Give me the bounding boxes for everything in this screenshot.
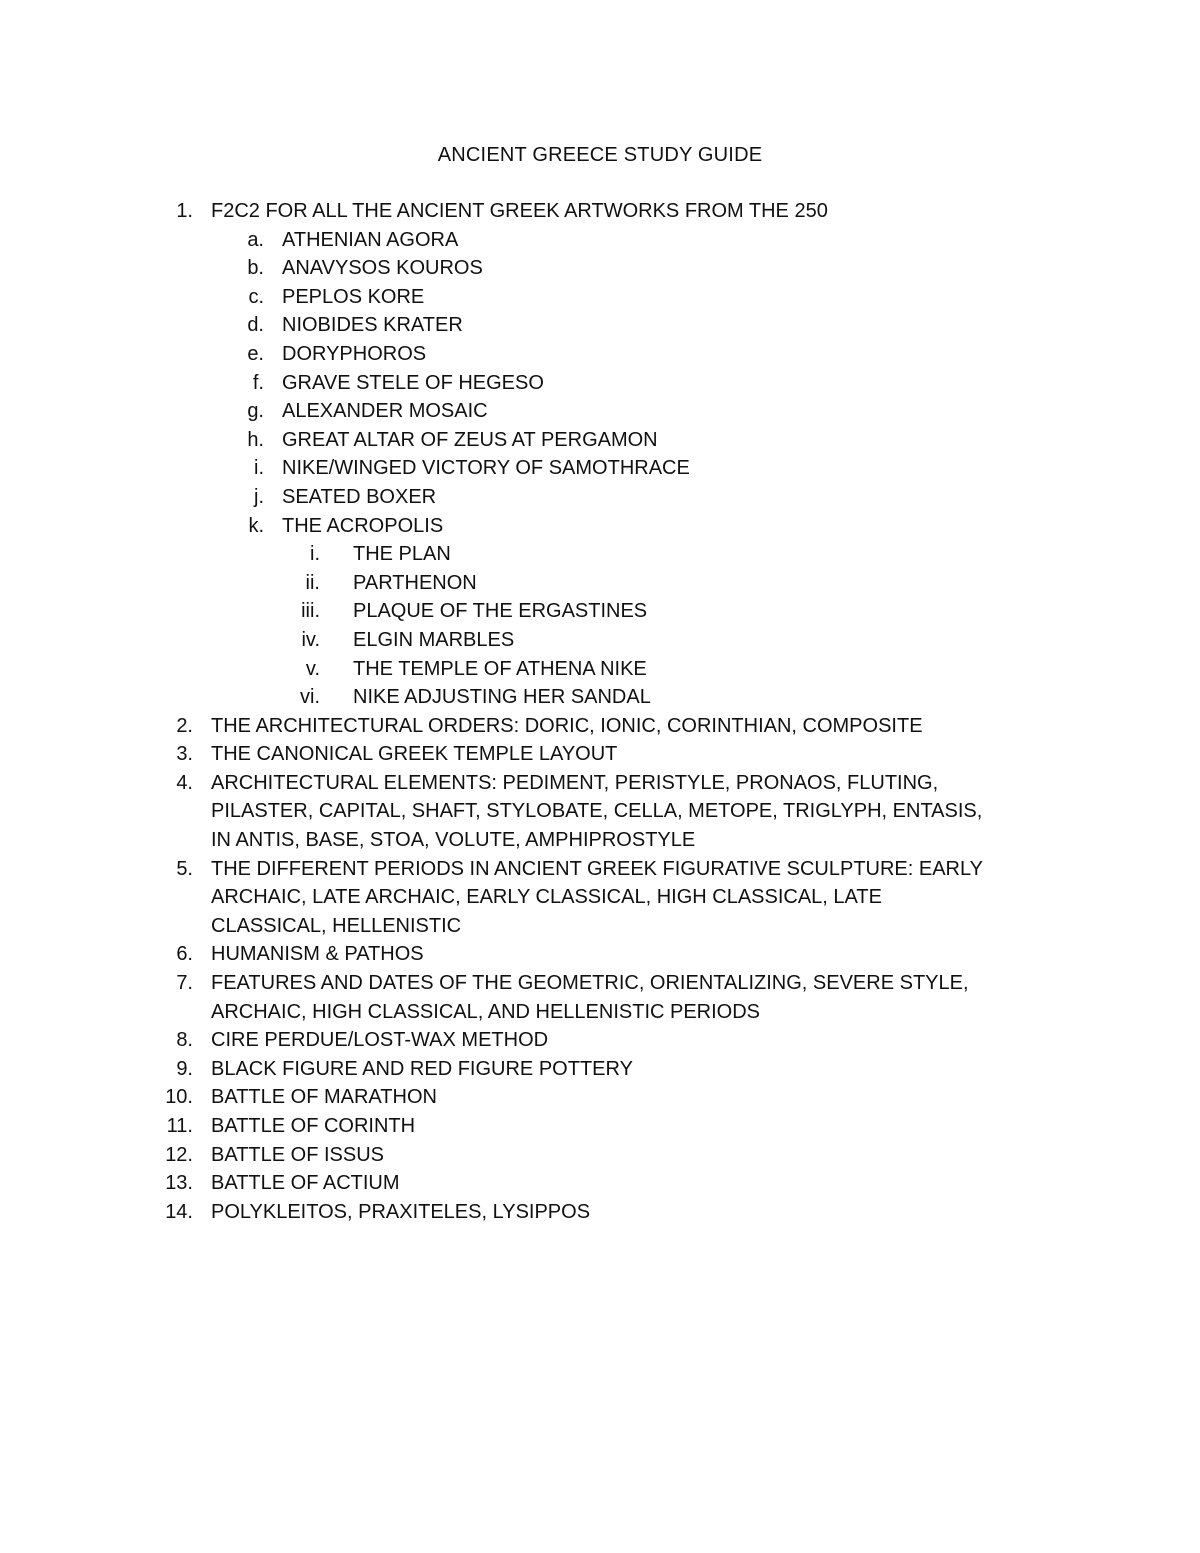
list-item-text: GRAVE STELE OF HEGESO [282, 371, 544, 394]
page-title: ANCIENT GREECE STUDY GUIDE [437, 144, 763, 166]
list-item [0, 283, 1200, 312]
list-item [0, 683, 1200, 712]
list-marker: h. [247, 428, 264, 451]
list-item-text: CLASSICAL, HELLENISTIC [211, 914, 462, 937]
list-marker: 4. [176, 771, 193, 794]
list-marker: 14. [165, 1200, 193, 1223]
list-item-text: NIKE ADJUSTING HER SANDAL [353, 686, 651, 709]
list-marker: 9. [176, 1057, 193, 1080]
list-item [0, 311, 1200, 340]
list-item-continuation [0, 797, 1200, 826]
list-marker: d. [247, 314, 264, 337]
list-item-text: PEPLOS KORE [282, 285, 425, 308]
list-marker: 11. [166, 1115, 193, 1137]
list-marker: 13. [165, 1172, 193, 1195]
list-item [0, 712, 1200, 741]
list-item [0, 340, 1200, 369]
list-item-continuation [0, 998, 1200, 1027]
list-item-text: THE TEMPLE OF ATHENA NIKE [353, 657, 647, 680]
list-item [0, 940, 1200, 969]
list-item [0, 1169, 1200, 1198]
list-item-text: ANAVYSOS KOUROS [282, 257, 483, 280]
list-item [0, 1026, 1200, 1055]
list-item-text: CIRE PERDUE/LOST-WAX METHOD [211, 1029, 549, 1052]
list-marker: k. [248, 514, 264, 537]
list-item-text: THE ARCHITECTURAL ORDERS: DORIC, IONIC, CORINTHIAN, COMPOSITE [211, 714, 923, 737]
list-item-text: ALEXANDER MOSAIC [282, 400, 488, 423]
list-item-text: ARCHAIC, HIGH CLASSICAL, AND HELLENISTIC PERIODS [211, 1000, 761, 1023]
list-item-text: PARTHENON [353, 571, 477, 594]
list-item-text: POLYKLEITOS, PRAXITELES, LYSIPPOS [211, 1200, 591, 1223]
list-item-text: BATTLE OF ACTIUM [211, 1172, 400, 1195]
list-item [0, 597, 1200, 626]
list-item-text: THE DIFFERENT PERIODS IN ANCIENT GREEK FIGURATIVE SCULPTURE: EARLY [211, 857, 983, 880]
list-item-text: BATTLE OF CORINTH [211, 1115, 416, 1137]
list-item-text: BATTLE OF MARATHON [211, 1086, 437, 1109]
list-item-text: DORYPHOROS [282, 342, 427, 365]
list-marker: e. [247, 342, 264, 365]
list-marker: 6. [176, 943, 193, 966]
list-item [0, 1198, 1200, 1227]
list-marker: b. [247, 257, 264, 280]
list-marker: 10. [165, 1086, 193, 1109]
list-item [0, 855, 1200, 884]
list-item-text: PLAQUE OF THE ERGASTINES [353, 600, 648, 623]
list-item-text: THE ACROPOLIS [282, 514, 444, 537]
list-marker: j. [254, 485, 264, 508]
list-item-text: IN ANTIS, BASE, STOA, VOLUTE, AMPHIPROSTYLE [211, 829, 696, 852]
list-marker: a. [247, 228, 264, 251]
list-marker: ii. [305, 571, 320, 594]
list-item [0, 426, 1200, 455]
list-item [0, 740, 1200, 769]
list-item-text: FEATURES AND DATES OF THE GEOMETRIC, ORIENTALIZING, SEVERE STYLE, [211, 972, 969, 995]
list-item-text: NIOBIDES KRATER [282, 314, 463, 337]
list-item [0, 569, 1200, 598]
list-item [0, 626, 1200, 655]
list-marker: iv. [301, 628, 320, 651]
list-item [0, 397, 1200, 426]
list-item [0, 540, 1200, 569]
list-marker: i. [310, 543, 320, 566]
list-item [0, 226, 1200, 255]
list-item [0, 1055, 1200, 1084]
list-marker: iii. [301, 600, 320, 623]
list-item [0, 655, 1200, 684]
list-item [0, 483, 1200, 512]
list-item-text: SEATED BOXER [282, 485, 437, 508]
list-item-continuation [0, 912, 1200, 941]
list-marker: 3. [176, 743, 193, 766]
list-item [0, 454, 1200, 483]
list-item-text: BATTLE OF ISSUS [211, 1143, 384, 1166]
list-item [0, 512, 1200, 541]
list-item-text: ARCHAIC, LATE ARCHAIC, EARLY CLASSICAL, HIGH CLASSICAL, LATE [211, 886, 882, 909]
list-item-text: F2C2 FOR ALL THE ANCIENT GREEK ARTWORKS FROM THE 250 [211, 200, 828, 222]
list-marker: 5. [176, 857, 193, 880]
list-item [0, 769, 1200, 798]
list-item [0, 369, 1200, 398]
list-item [0, 969, 1200, 998]
list-marker: c. [248, 285, 264, 308]
list-item-text: HUMANISM & PATHOS [211, 943, 424, 966]
list-item-text: ELGIN MARBLES [353, 628, 515, 651]
list-item [0, 254, 1200, 283]
list-marker: 12. [165, 1143, 193, 1166]
list-item-text: THE PLAN [353, 543, 451, 566]
list-item-text: NIKE/WINGED VICTORY OF SAMOTHRACE [282, 457, 690, 480]
list-item-continuation [0, 883, 1200, 912]
list-item-text: THE CANONICAL GREEK TEMPLE LAYOUT [211, 743, 618, 766]
list-marker: 2. [176, 714, 193, 737]
study-guide-list [0, 197, 1200, 1226]
list-marker: 7. [176, 972, 193, 995]
list-marker: g. [247, 400, 264, 423]
list-item-text: PILASTER, CAPITAL, SHAFT, STYLOBATE, CELLA, METOPE, TRIGLYPH, ENTASIS, [211, 800, 983, 823]
list-marker: 1. [176, 200, 193, 222]
list-marker: i. [254, 457, 264, 480]
list-marker: f. [252, 371, 264, 394]
list-item-text: BLACK FIGURE AND RED FIGURE POTTERY [211, 1057, 633, 1080]
list-item [0, 1112, 1200, 1141]
list-item [0, 197, 1200, 226]
list-marker: v. [305, 657, 320, 680]
list-marker: 8. [176, 1029, 193, 1052]
list-item-text: GREAT ALTAR OF ZEUS AT PERGAMON [282, 428, 658, 451]
list-marker: vi. [300, 686, 320, 709]
list-item [0, 1083, 1200, 1112]
list-item-text: ARCHITECTURAL ELEMENTS: PEDIMENT, PERISTYLE, PRONAOS, FLUTING, [211, 771, 939, 794]
list-item-continuation [0, 826, 1200, 855]
list-item [0, 1141, 1200, 1170]
list-item-text: ATHENIAN AGORA [282, 228, 459, 251]
